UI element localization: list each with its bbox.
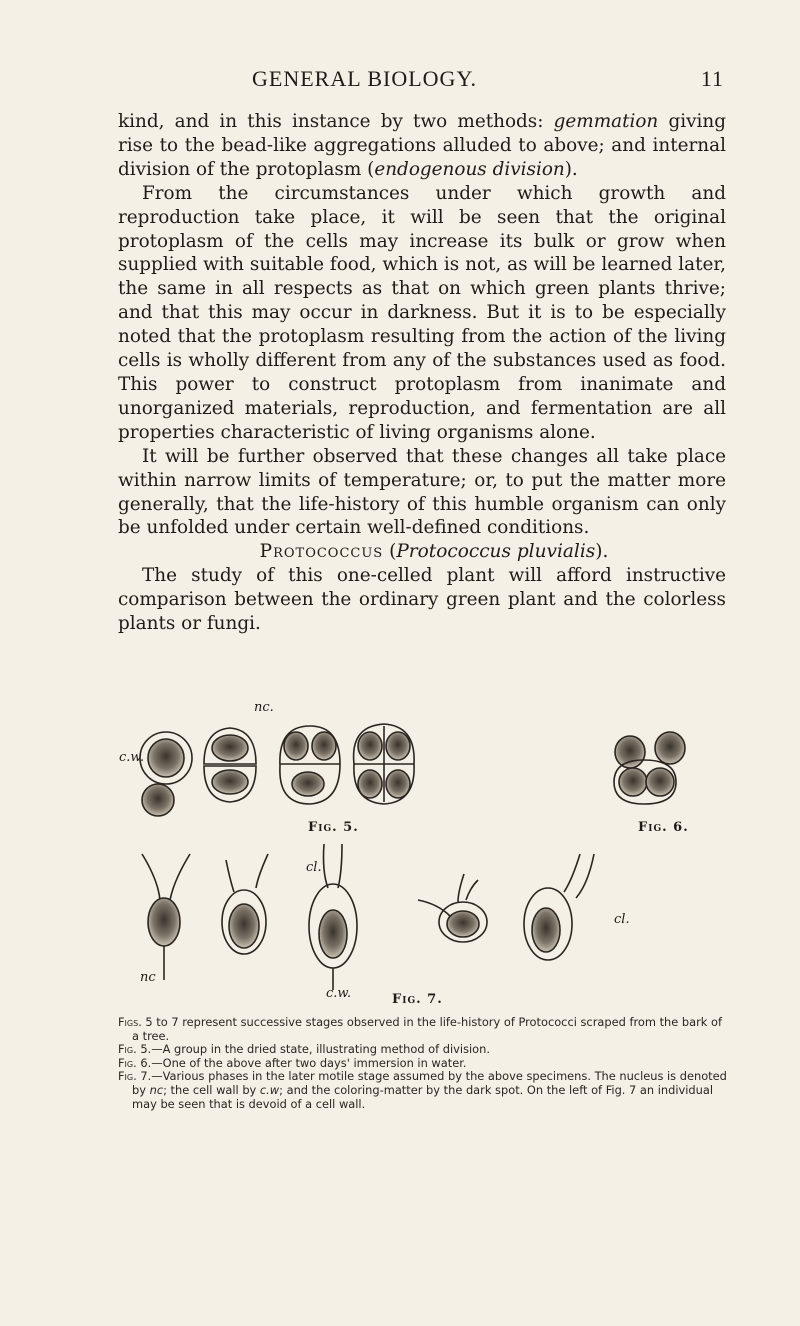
caption-text: 7.—Various phases in the later motile stage assumed by the above specimens. The nucleus is denoted by [132,1069,727,1097]
fig6-cells [614,732,685,804]
annot-nc-top: nc. [254,700,274,715]
fig7-label: Fig. 7. [392,992,443,1007]
figure-plate [118,700,730,1014]
caption-text: 6.—One of the above after two days' immersion in water. [136,1055,467,1070]
fig7-cell-1 [142,854,190,980]
fig5-cell-4 [280,726,340,804]
text-run: kind, and in this instance by two methods: [118,111,554,132]
caption-text: 5 to 7 represent successive stages observed in the life-history of Protococci scraped from the bark of a tree. [132,1015,722,1043]
caption-lead: Fig. [118,1069,137,1084]
term-gemmation: gemmation [553,111,659,132]
fig5-cell-3 [204,728,256,802]
text-run: ( [383,541,397,563]
running-title: GENERAL BIOLOGY. [252,66,477,91]
fig5-cell-2 [142,784,174,816]
page-number: 11 [700,66,724,91]
annot-cl-1: cl. [306,860,322,875]
caption-fig7 [118,1070,730,1111]
fig5-cell-1 [140,732,192,784]
caption-term-cw: c.w [259,1082,280,1097]
annot-cw-left: c.w. [119,750,145,765]
fig5-label: Fig. 5. [308,820,359,835]
figure-illustrations [118,704,730,1014]
fig6-label: Fig. 6. [638,820,689,835]
heading-genus: Protococcus [259,541,384,563]
caption-lead: Fig. [118,1042,137,1057]
paragraph-study: The study of this one-celled plant will afford instructive comparison between the ordinary green plant and the colorless plants or fungi. [118,565,726,635]
caption-lead: Figs. [118,1015,142,1029]
body-text [118,110,726,636]
annot-cl-2: cl. [614,912,630,927]
caption-term-nc: nc [149,1082,164,1097]
fig7-cell-5 [524,854,594,960]
figure-caption [118,1016,730,1111]
fig7-cell-2 [222,854,268,954]
fig7-cell-4 [418,874,487,942]
text-run: ). [564,158,578,180]
caption-lead: Fig. [118,1055,137,1070]
fig5-cell-5 [354,724,415,804]
section-heading [118,540,726,564]
caption-figs [118,1016,730,1043]
term-endogenous-division: endogenous division [374,158,565,180]
caption-fig5 [118,1043,730,1057]
heading-species: Protococcus pluvialis [396,541,596,563]
paragraph-growth: From the circumstances under which growth and reproduction take place, it will be seen that the original protoplasm of the cells may increase its bulk or grow when supplied with suitable food, which is not, as will be learned later, the same in all respects as that on which green plants thrive; and that this may occur in darkness. But it is to be especially noted that the protoplasm resulting from the action of the living cells is wholly different from any of the substances used as food. This power to construct protoplasm from inanimate and unorganized materials, reproduction, and fermentation are all properties characteristic of living organisms alone. [118,182,726,443]
paragraph-gemmation [118,110,726,182]
text-run: giving rise to the bead-like aggregations alluded to above; and internal division of the protoplasm ( [118,111,726,180]
caption-text: 5.—A group in the dried state, illustrating method of division. [136,1042,490,1057]
annot-cw-bottom: c.w. [326,986,352,1001]
caption-text: ; the cell wall by [163,1082,260,1097]
paragraph-conditions: It will be further observed that these changes all take place within narrow limits of temperature; or, to put the matter more generally, that the life-history of this humble organism can only be unfolded under certain well-defined conditions. [118,445,726,539]
annot-nc-bottom: nc [140,970,156,985]
caption-fig6 [118,1057,730,1071]
caption-text: ; and the coloring-matter by the dark spot. On the left of Fig. 7 an individual may be seen that is devoid of a cell wall. [132,1082,714,1111]
running-header [118,66,724,96]
text-run: ). [595,541,609,563]
